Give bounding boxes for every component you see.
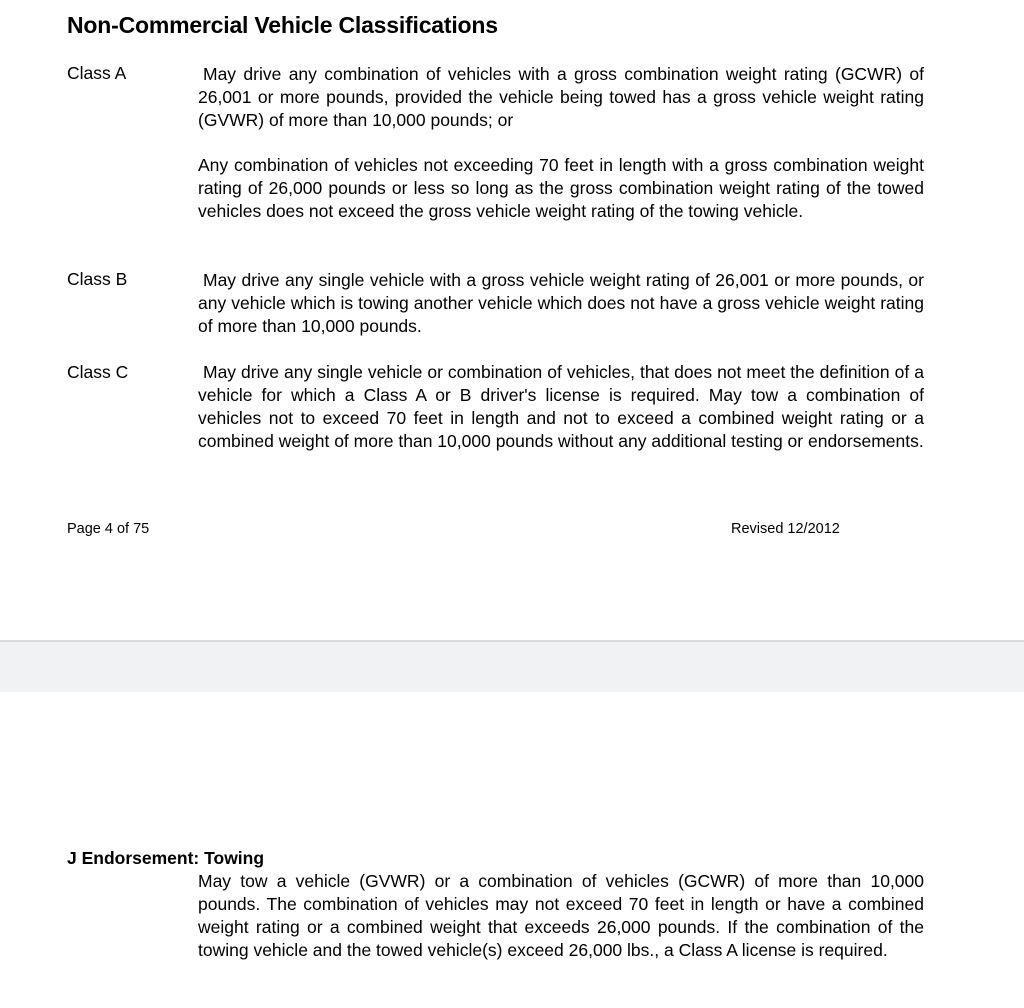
class-c-label: Class C (67, 362, 129, 382)
class-b-paragraph: May drive any single vehicle with a gross vehicle weight rating of 26,001 or more pounds, or any vehicle which is towing another vehicle which does not have a gross vehicle weight rating of more than 10,000 pounds. (198, 270, 924, 336)
j-endorsement-heading: J Endorsement: Towing (67, 848, 265, 868)
class-a-paragraph-1: May drive any combination of vehicles with a gross combination weight rating (GCWR) of 26,001 or more pounds, provided the vehicle being towed has a gross vehicle weight rating (GVWR) of more than 10,000 pounds; or (198, 64, 924, 130)
page-number: Page 4 of 75 (67, 521, 150, 537)
revision-date: Revised 12/2012 (731, 521, 840, 537)
j-endorsement-body: May tow a vehicle (GVWR) or a combination of vehicles (GCWR) of more than 10,000 pounds. The combination of vehicles may not exceed 70 feet in length or have a combined weight rating or a combined weight that exceeds 26,000 pounds. If the combination of the towing vehicle and the towed vehicle(s) exceed 26,000 lbs., a Class A license is required. (198, 871, 924, 960)
class-a-paragraph-2: Any combination of vehicles not exceeding 70 feet in length with a gross combination weight rating of 26,000 pounds or less so long as the gross combination weight rating of the towed vehicles does not exceed the gross vehicle weight rating of the towing vehicle. (198, 155, 924, 221)
class-b-label: Class B (67, 269, 128, 289)
class-a-label: Class A (67, 63, 127, 83)
class-c-paragraph: May drive any single vehicle or combination of vehicles, that does not meet the definition of a vehicle for which a Class A or B driver's license is required. May tow a combination of vehicles not to exceed 70 feet in length and not to exceed a combined weight rating or a combined weight of more than 10,000 pounds without any additional testing or endorsements. (198, 362, 924, 451)
page-separator (0, 640, 1024, 692)
page-title: Non-Commercial Vehicle Classifications (67, 12, 498, 38)
